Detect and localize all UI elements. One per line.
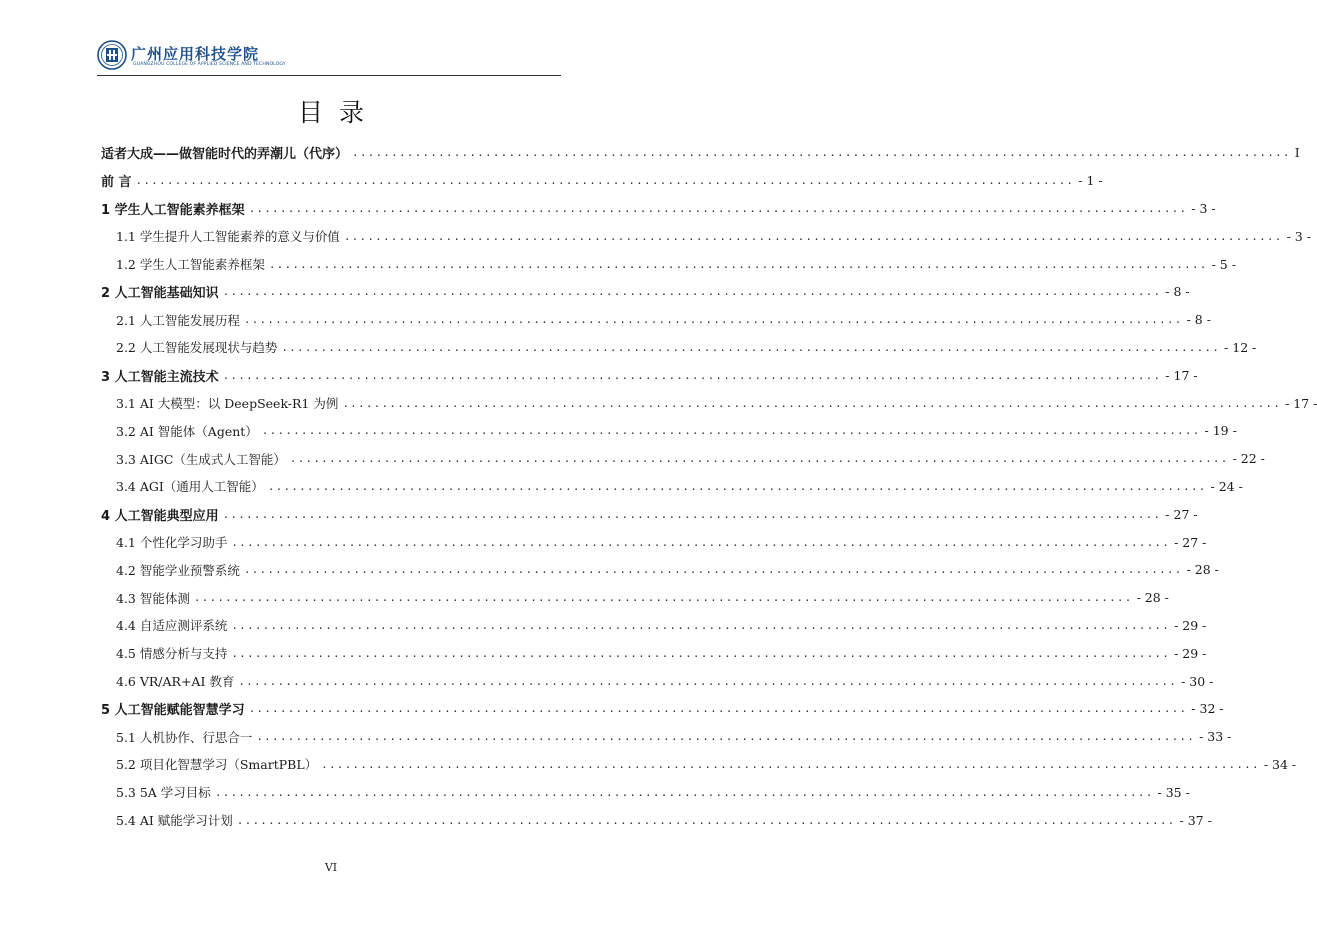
toc-entry[interactable] bbox=[101, 806, 1212, 834]
page-header bbox=[97, 40, 561, 76]
toc-entry-page: - 17 - bbox=[1285, 395, 1317, 411]
header-divider bbox=[97, 75, 561, 76]
toc-dot-leader: ........................................................................................................................ bbox=[222, 368, 1162, 382]
toc-entry[interactable] bbox=[101, 667, 1214, 695]
toc-dot-leader: ........................................................................................................................ bbox=[268, 257, 1208, 271]
toc-entry-label: 4.5 情感分析与支持 bbox=[116, 646, 228, 662]
toc-entry-page: - 5 - bbox=[1211, 256, 1236, 272]
toc-entry-label: 4.1 个性化学习助手 bbox=[116, 535, 228, 551]
toc-entry-page: - 29 - bbox=[1174, 617, 1207, 633]
toc-entry-page: - 27 - bbox=[1165, 506, 1198, 522]
toc-entry[interactable] bbox=[101, 195, 1216, 223]
toc-entry[interactable] bbox=[101, 500, 1198, 528]
toc-entry-page: - 28 - bbox=[1186, 562, 1219, 578]
toc-entry-page: - 8 - bbox=[1186, 312, 1211, 328]
toc-entry-label: 5.4 AI 赋能学习计划 bbox=[116, 813, 233, 829]
toc-entry-label: 5.2 项目化智慧学习（SmartPBL） bbox=[116, 757, 318, 773]
toc-entry-label: 2 人工智能基础知识 bbox=[101, 286, 219, 302]
toc-entry[interactable] bbox=[101, 751, 1297, 779]
toc-entry-label: 1 学生人工智能素养框架 bbox=[101, 202, 245, 218]
toc-entry-page: I bbox=[1294, 145, 1300, 161]
toc-entry-label: 适者大成——做智能时代的弄潮儿（代序） bbox=[101, 147, 349, 163]
toc-dot-leader: ........................................................................................................................ bbox=[238, 674, 1178, 688]
toc-entry-label: 4.3 智能体测 bbox=[116, 590, 190, 606]
toc-entry-label: 5.3 5A 学习目标 bbox=[116, 785, 211, 801]
school-logo-icon bbox=[97, 40, 127, 70]
toc-dot-leader: ........................................................................................................................ bbox=[243, 563, 1183, 577]
toc-entry-page: - 30 - bbox=[1181, 673, 1214, 689]
toc-entry[interactable] bbox=[101, 695, 1224, 723]
toc-entry-page: - 28 - bbox=[1136, 590, 1169, 606]
toc-entry-label: 3 人工智能主流技术 bbox=[101, 369, 219, 385]
toc-dot-leader: ........................................................................................................................ bbox=[222, 507, 1162, 521]
toc-entry-label: 3.3 AIGC（生成式人工智能） bbox=[116, 451, 286, 467]
toc-entry[interactable] bbox=[101, 167, 1103, 195]
toc-entry-page: - 33 - bbox=[1199, 729, 1232, 745]
toc-entry-label: 1.2 学生人工智能素养框架 bbox=[116, 257, 265, 273]
toc-entry-label: 4.6 VR/AR+AI 教育 bbox=[116, 674, 235, 690]
toc-dot-leader: ........................................................................................................................ bbox=[281, 340, 1221, 354]
toc-entry-label: 3.1 AI 大模型：以 DeepSeek-R1 为例 bbox=[116, 396, 339, 412]
toc-entry-page: - 1 - bbox=[1078, 173, 1103, 189]
toc-dot-leader: ........................................................................................................................ bbox=[135, 174, 1075, 188]
toc-dot-leader: ........................................................................................................................ bbox=[231, 646, 1171, 660]
toc-entry[interactable] bbox=[101, 528, 1207, 556]
table-of-contents bbox=[101, 139, 1317, 834]
toc-entry-page: - 24 - bbox=[1210, 478, 1243, 494]
toc-dot-leader: ........................................................................................................................ bbox=[243, 313, 1183, 327]
toc-entry-page: - 3 - bbox=[1286, 228, 1311, 244]
toc-entry-page: - 35 - bbox=[1157, 784, 1190, 800]
toc-entry-label: 4.2 智能学业预警系统 bbox=[116, 562, 240, 578]
toc-entry[interactable] bbox=[101, 556, 1219, 584]
toc-dot-leader: ........................................................................................................................ bbox=[231, 618, 1171, 632]
toc-dot-leader: ........................................................................................................................ bbox=[193, 591, 1133, 605]
toc-entry[interactable] bbox=[101, 306, 1211, 334]
toc-entry-label: 1.1 学生提升人工智能素养的意义与价值 bbox=[116, 229, 340, 245]
toc-entry[interactable] bbox=[101, 584, 1169, 612]
toc-entry-label: 3.4 AGI（通用人工智能） bbox=[116, 479, 264, 495]
toc-dot-leader: ........................................................................................................................ bbox=[289, 452, 1229, 466]
toc-entry-page: - 8 - bbox=[1165, 284, 1190, 300]
toc-entry-label: 前 言 bbox=[101, 175, 132, 191]
toc-entry-page: - 3 - bbox=[1191, 200, 1216, 216]
toc-dot-leader: ........................................................................................................................ bbox=[214, 785, 1154, 799]
toc-entry-label: 2.2 人工智能发展现状与趋势 bbox=[116, 340, 278, 356]
toc-entry-label: 4.4 自适应测评系统 bbox=[116, 618, 228, 634]
toc-dot-leader: ........................................................................................................................ bbox=[321, 757, 1260, 771]
toc-dot-leader: ........................................................................................................................ bbox=[231, 535, 1171, 549]
toc-dot-leader: ........................................................................................................................ bbox=[352, 146, 1291, 160]
toc-dot-leader: ........................................................................................................................ bbox=[236, 813, 1176, 827]
toc-entry-page: - 32 - bbox=[1191, 701, 1224, 717]
toc-dot-leader: ........................................................................................................................ bbox=[248, 201, 1188, 215]
toc-entry-page: - 22 - bbox=[1232, 451, 1265, 467]
toc-entry-page: - 29 - bbox=[1174, 645, 1207, 661]
toc-entry[interactable] bbox=[101, 334, 1257, 362]
toc-entry-label: 5 人工智能赋能智慧学习 bbox=[101, 703, 245, 719]
toc-entry[interactable] bbox=[101, 278, 1190, 306]
toc-entry-page: - 37 - bbox=[1179, 812, 1212, 828]
toc-entry-label: 4 人工智能典型应用 bbox=[101, 508, 219, 524]
school-name-cn: 广州应用科技学院 bbox=[131, 45, 260, 63]
page-number: VI bbox=[324, 861, 338, 874]
toc-entry[interactable] bbox=[101, 250, 1236, 278]
toc-entry-page: - 19 - bbox=[1204, 423, 1237, 439]
toc-dot-leader: ........................................................................................................................ bbox=[343, 229, 1283, 243]
toc-entry[interactable] bbox=[101, 417, 1237, 445]
toc-dot-leader: ........................................................................................................................ bbox=[267, 479, 1207, 493]
toc-entry[interactable] bbox=[101, 445, 1265, 473]
toc-title-char-1: 目 bbox=[297, 98, 331, 127]
toc-dot-leader: ........................................................................................................................ bbox=[342, 396, 1282, 410]
toc-entry-page: - 12 - bbox=[1224, 339, 1257, 355]
toc-entry[interactable] bbox=[101, 361, 1198, 389]
toc-entry-page: - 34 - bbox=[1263, 756, 1297, 772]
toc-dot-leader: ........................................................................................................................ bbox=[248, 702, 1188, 716]
toc-entry[interactable] bbox=[101, 778, 1190, 806]
toc-entry-label: 5.1 人机协作、行思合一 bbox=[116, 729, 253, 745]
toc-entry[interactable] bbox=[101, 222, 1311, 250]
toc-entry-label: 3.2 AI 智能体（Agent） bbox=[116, 423, 258, 439]
toc-title-char-2: 录 bbox=[339, 98, 373, 127]
toc-entry-page: - 17 - bbox=[1165, 367, 1198, 383]
school-name-en: GUANGZHOU COLLEGE OF APPLIED SCIENCE AND TECHNOLOGY bbox=[133, 62, 286, 67]
toc-dot-leader: ........................................................................................................................ bbox=[261, 424, 1201, 438]
toc-entry[interactable] bbox=[101, 389, 1317, 417]
toc-entry[interactable] bbox=[101, 473, 1243, 501]
toc-entry[interactable] bbox=[101, 139, 1300, 167]
toc-entry[interactable] bbox=[101, 723, 1232, 751]
toc-title bbox=[0, 93, 662, 129]
toc-entry-label: 2.1 人工智能发展历程 bbox=[116, 312, 240, 328]
toc-dot-leader: ........................................................................................................................ bbox=[256, 730, 1196, 744]
toc-dot-leader: ........................................................................................................................ bbox=[222, 285, 1162, 299]
toc-entry[interactable] bbox=[101, 639, 1207, 667]
toc-entry-page: - 27 - bbox=[1174, 534, 1207, 550]
toc-entry[interactable] bbox=[101, 612, 1207, 640]
